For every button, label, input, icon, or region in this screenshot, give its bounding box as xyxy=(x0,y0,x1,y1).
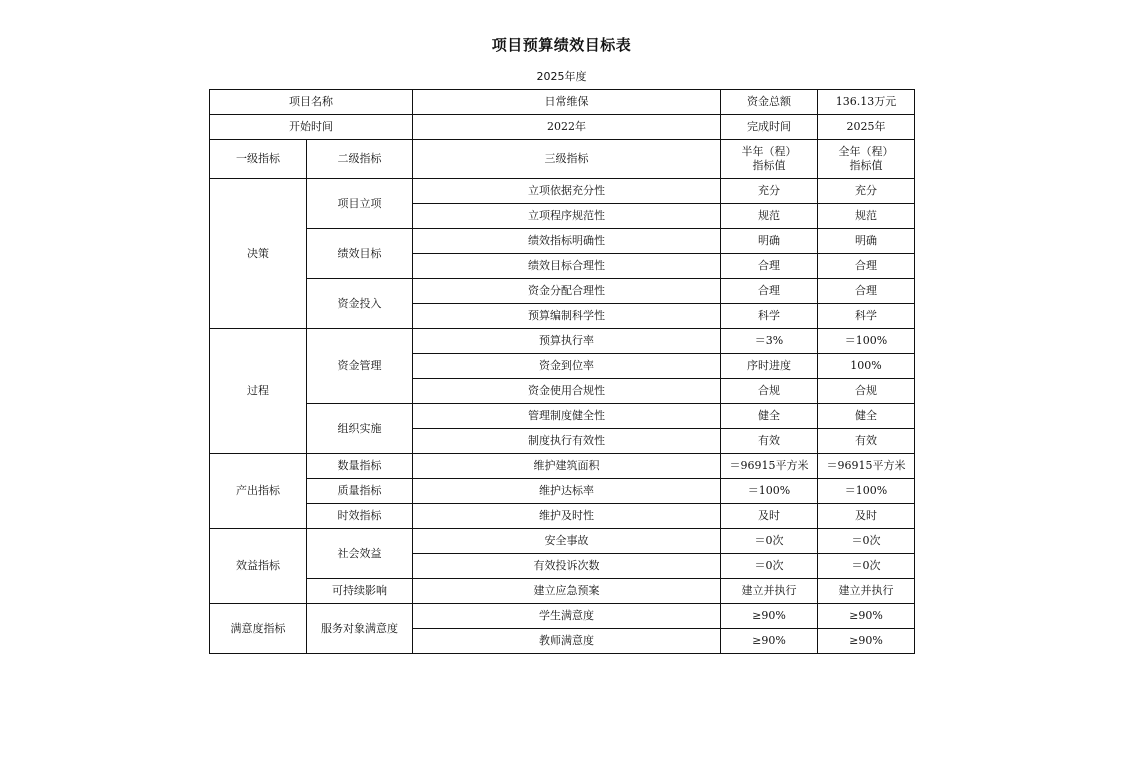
level2-sustainable-impact: 可持续影响 xyxy=(307,579,413,604)
level3-cell: 制度执行有效性 xyxy=(413,429,721,454)
half-year-value: 明确 xyxy=(721,229,818,254)
full-year-header-line2: 指标值 xyxy=(849,159,883,172)
half-year-value: 合理 xyxy=(721,254,818,279)
project-name-label: 项目名称 xyxy=(210,90,413,115)
full-year-value: ≥90% xyxy=(818,604,915,629)
level3-cell: 维护及时性 xyxy=(413,504,721,529)
half-year-value: 合规 xyxy=(721,379,818,404)
level3-cell: 教师满意度 xyxy=(413,629,721,654)
half-year-value: ＝3% xyxy=(721,329,818,354)
full-year-value: 健全 xyxy=(818,404,915,429)
table-row xyxy=(210,604,915,629)
performance-table xyxy=(209,89,915,654)
level2-service-satisfaction: 服务对象满意度 xyxy=(307,604,413,654)
full-year-value: 及时 xyxy=(818,504,915,529)
half-year-value: ＝100% xyxy=(721,479,818,504)
half-year-value: 健全 xyxy=(721,404,818,429)
level1-header: 一级指标 xyxy=(210,140,307,179)
half-year-value: 规范 xyxy=(721,204,818,229)
half-year-value: ＝96915平方米 xyxy=(721,454,818,479)
table-row xyxy=(210,454,915,479)
level3-cell: 资金到位率 xyxy=(413,354,721,379)
level3-cell: 建立应急预案 xyxy=(413,579,721,604)
level3-cell: 预算执行率 xyxy=(413,329,721,354)
table-row xyxy=(210,504,915,529)
table-row xyxy=(210,579,915,604)
half-year-header-line1: 半年（程） xyxy=(741,145,797,158)
full-year-value: 建立并执行 xyxy=(818,579,915,604)
full-year-value: 合理 xyxy=(818,279,915,304)
full-year-value: ＝0次 xyxy=(818,554,915,579)
end-time-value: 2025年 xyxy=(818,115,915,140)
end-time-label: 完成时间 xyxy=(721,115,818,140)
table-header-row xyxy=(210,140,915,179)
total-funds-label: 资金总额 xyxy=(721,90,818,115)
table-row xyxy=(210,90,915,115)
full-year-value: 100% xyxy=(818,354,915,379)
page-subtitle: 2025年度 xyxy=(536,70,587,83)
level2-org-implementation: 组织实施 xyxy=(307,404,413,454)
level3-cell: 维护达标率 xyxy=(413,479,721,504)
level1-decision: 决策 xyxy=(210,179,307,329)
half-year-value: 序时进度 xyxy=(721,354,818,379)
full-year-value: 充分 xyxy=(818,179,915,204)
level3-cell: 管理制度健全性 xyxy=(413,404,721,429)
full-year-value: 科学 xyxy=(818,304,915,329)
total-funds-value: 136.13万元 xyxy=(818,90,915,115)
half-year-value: 建立并执行 xyxy=(721,579,818,604)
half-year-header-line2: 指标值 xyxy=(752,159,786,172)
table-row xyxy=(210,179,915,204)
table-row xyxy=(210,115,915,140)
level3-cell: 维护建筑面积 xyxy=(413,454,721,479)
level3-cell: 有效投诉次数 xyxy=(413,554,721,579)
level3-cell: 资金使用合规性 xyxy=(413,379,721,404)
start-time-label: 开始时间 xyxy=(210,115,413,140)
level2-fund-input: 资金投入 xyxy=(307,279,413,329)
table-row xyxy=(210,404,915,429)
full-year-header-line1: 全年（程） xyxy=(838,145,894,158)
page-title: 项目预算绩效目标表 xyxy=(491,36,632,54)
full-year-value: ＝0次 xyxy=(818,529,915,554)
level2-performance-goal: 绩效目标 xyxy=(307,229,413,279)
level1-benefit: 效益指标 xyxy=(210,529,307,604)
table-row xyxy=(210,279,915,304)
level3-cell: 学生满意度 xyxy=(413,604,721,629)
table-row xyxy=(210,479,915,504)
half-year-value: 及时 xyxy=(721,504,818,529)
level3-cell: 资金分配合理性 xyxy=(413,279,721,304)
level3-cell: 绩效目标合理性 xyxy=(413,254,721,279)
half-year-value: ＝0次 xyxy=(721,529,818,554)
level3-cell: 立项程序规范性 xyxy=(413,204,721,229)
level3-cell: 安全事故 xyxy=(413,529,721,554)
level2-quality: 质量指标 xyxy=(307,479,413,504)
level1-satisfaction: 满意度指标 xyxy=(210,604,307,654)
level2-project-setup: 项目立项 xyxy=(307,179,413,229)
full-year-value: ＝100% xyxy=(818,479,915,504)
level3-cell: 预算编制科学性 xyxy=(413,304,721,329)
level3-header: 三级指标 xyxy=(413,140,721,179)
level2-fund-management: 资金管理 xyxy=(307,329,413,404)
full-year-header xyxy=(818,140,915,179)
full-year-value: 合理 xyxy=(818,254,915,279)
full-year-value: ＝96915平方米 xyxy=(818,454,915,479)
full-year-value: ≥90% xyxy=(818,629,915,654)
half-year-value: ≥90% xyxy=(721,629,818,654)
level3-cell: 绩效指标明确性 xyxy=(413,229,721,254)
half-year-value: 有效 xyxy=(721,429,818,454)
half-year-header xyxy=(721,140,818,179)
level2-quantity: 数量指标 xyxy=(307,454,413,479)
table-row xyxy=(210,329,915,354)
level1-process: 过程 xyxy=(210,329,307,454)
level2-header: 二级指标 xyxy=(307,140,413,179)
start-time-value: 2022年 xyxy=(413,115,721,140)
half-year-value: ≥90% xyxy=(721,604,818,629)
full-year-value: 明确 xyxy=(818,229,915,254)
table-row xyxy=(210,529,915,554)
table-row xyxy=(210,229,915,254)
half-year-value: 科学 xyxy=(721,304,818,329)
level3-cell: 立项依据充分性 xyxy=(413,179,721,204)
level1-output: 产出指标 xyxy=(210,454,307,529)
level2-social-benefit: 社会效益 xyxy=(307,529,413,579)
level2-timeliness: 时效指标 xyxy=(307,504,413,529)
half-year-value: 合理 xyxy=(721,279,818,304)
full-year-value: 合规 xyxy=(818,379,915,404)
full-year-value: 规范 xyxy=(818,204,915,229)
project-name-value: 日常维保 xyxy=(413,90,721,115)
half-year-value: 充分 xyxy=(721,179,818,204)
full-year-value: 有效 xyxy=(818,429,915,454)
full-year-value: ＝100% xyxy=(818,329,915,354)
half-year-value: ＝0次 xyxy=(721,554,818,579)
